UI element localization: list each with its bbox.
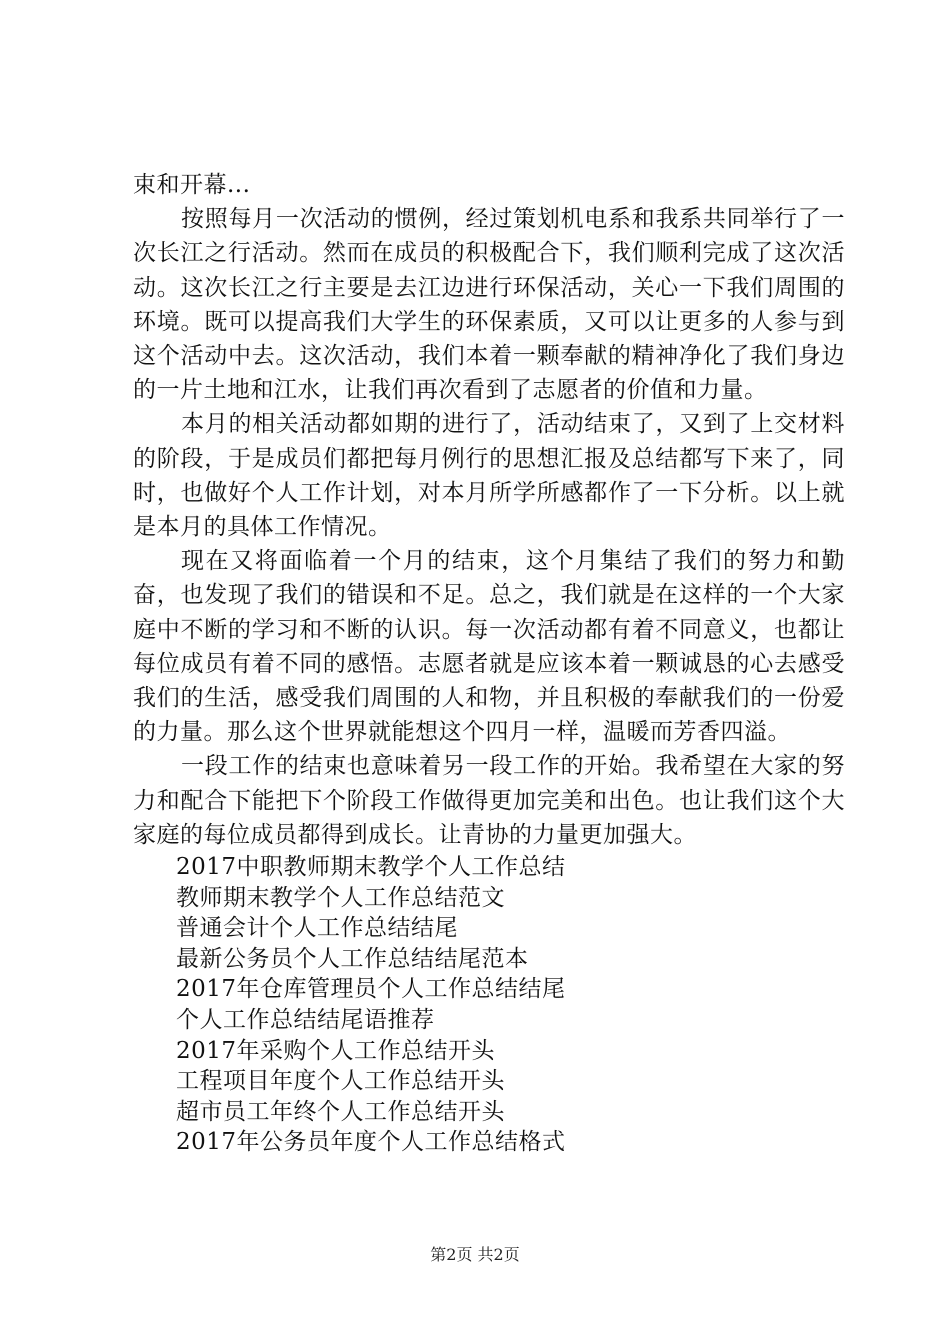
related-article-link[interactable]: 教师期末教学个人工作总结范文 [176,884,505,911]
related-article-link[interactable]: 超市员工年终个人工作总结开头 [176,1098,505,1125]
paragraph: 现在又将面临着一个月的结束，这个月集结了我们的努力和勤奋，也发现了我们的错误和不足。总之，我们就是在这样的一个大家庭中不断的学习和不断的认识。每一次活动都有着不同意义，也都让每位成员有着不同的感悟。志愿者就是应该本着一颗诚恳的心去感受我们的生活，感受我们周围的人和物，并且积极的奉献我们的一份爱的力量。那么这个世界就能想这个四月一样，温暖而芳香四溢。 [133,548,845,746]
paragraph: 按照每月一次活动的惯例，经过策划机电系和我系共同举行了一次长江之行活动。然而在成员的积极配合下，我们顺利完成了这次活动。这次长江之行主要是去江边进行环保活动，关心一下我们周围的环境。既可以提高我们大学生的环保素质，又可以让更多的人参与到这个活动中去。这次活动，我们本着一颗奉献的精神净化了我们身边的一片土地和江水，让我们再次看到了志愿者的价值和力量。 [133,206,845,404]
paragraph: 束和开幕... [133,172,251,198]
related-article-link[interactable]: 2017年公务员年度个人工作总结格式 [176,1129,566,1156]
related-article-link[interactable]: 2017年仓库管理员个人工作总结结尾 [176,976,566,1003]
document-body [133,168,845,1158]
related-article-link[interactable]: 普通会计个人工作总结结尾 [176,915,458,942]
paragraph: 本月的相关活动都如期的进行了，活动结束了，又到了上交材料的阶段，于是成员们都把每月例行的思想汇报及总结都写下来了，同时，也做好个人工作计划，对本月所学所感都作了一下分析。以上就是本月的具体工作情况。 [133,411,845,541]
related-article-link[interactable]: 2017中职教师期末教学个人工作总结 [176,854,566,881]
page-footer: 第2页 共2页 [430,1245,520,1264]
related-article-link[interactable]: 工程项目年度个人工作总结开头 [176,1068,505,1095]
related-article-link[interactable]: 个人工作总结结尾语推荐 [176,1007,435,1034]
paragraph: 一段工作的结束也意味着另一段工作的开始。我希望在大家的努力和配合下能把下个阶段工作做得更加完美和出色。也让我们这个大家庭的每位成员都得到成长。让青协的力量更加强大。 [133,753,845,848]
related-articles-list [133,852,845,1158]
related-article-link[interactable]: 2017年采购个人工作总结开头 [176,1037,496,1064]
related-article-link[interactable]: 最新公务员个人工作总结结尾范本 [176,945,529,972]
